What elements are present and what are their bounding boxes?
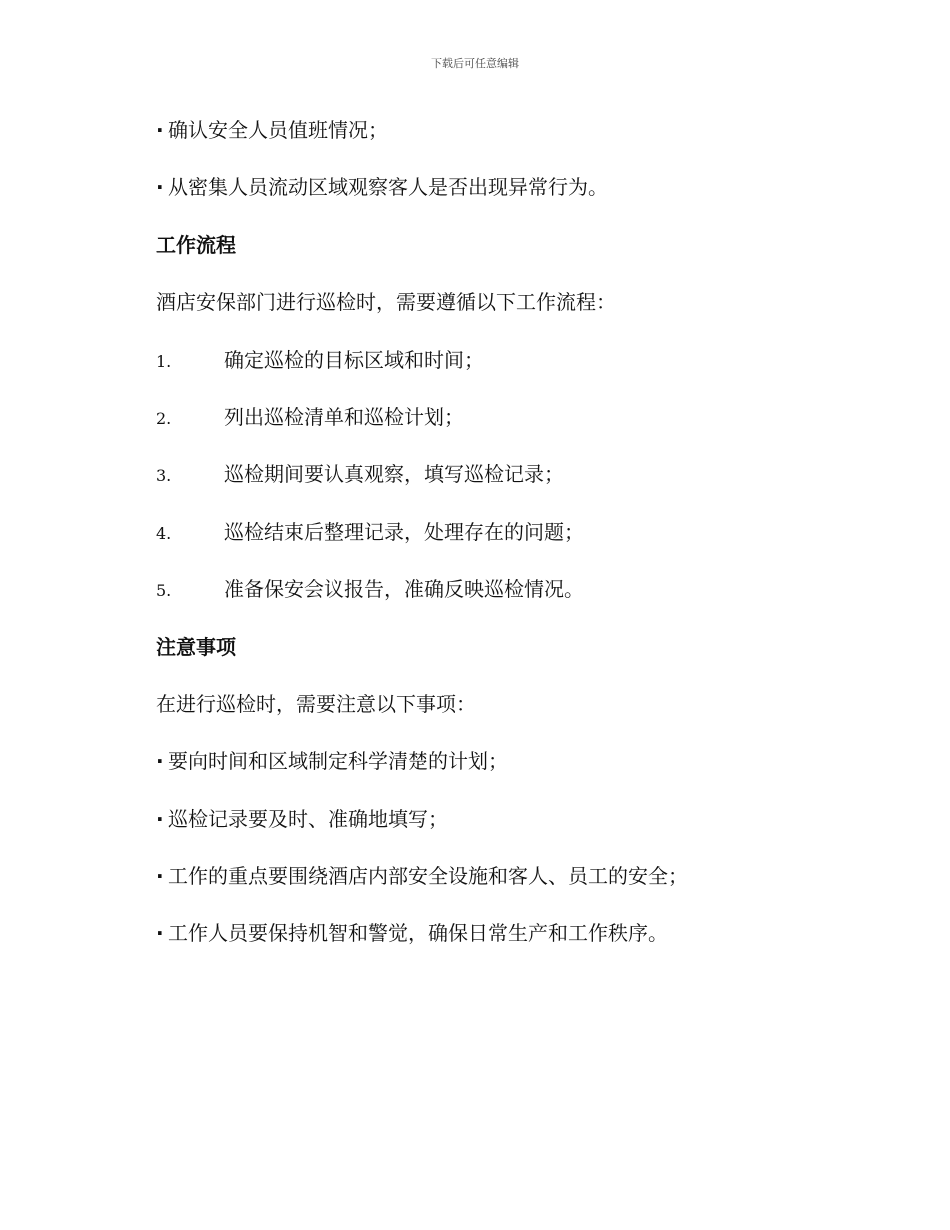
bullet-dot: · (156, 921, 164, 946)
bullet-text: 工作人员要保持机智和警觉，确保日常生产和工作秩序。 (168, 921, 668, 946)
item-text: 巡检结束后整理记录，处理存在的问题； (224, 519, 584, 544)
bullet-dot: · (156, 175, 164, 200)
numbered-item (156, 340, 856, 397)
item-number: 4. (156, 523, 172, 543)
workflow-intro: 酒店安保部门进行巡检时，需要遵循以下工作流程： (156, 290, 616, 315)
item-number: 5. (156, 581, 172, 601)
bullet-item (156, 856, 856, 913)
item-text: 准备保安会议报告，准确反映巡检情况。 (224, 577, 584, 602)
numbered-item (156, 569, 856, 626)
bullet-item (156, 110, 856, 167)
bullet-dot: · (156, 749, 164, 774)
item-number: 1. (156, 351, 172, 371)
numbered-item (156, 512, 856, 569)
document-body (156, 110, 856, 971)
item-text: 列出巡检清单和巡检计划； (224, 404, 464, 429)
item-number: 3. (156, 466, 172, 486)
section-heading-workflow: 工作流程 (156, 232, 236, 257)
item-text: 确定巡检的目标区域和时间； (224, 347, 484, 372)
bullet-text: 从密集人员流动区域观察客人是否出现异常行为。 (168, 175, 608, 200)
bullet-dot: · (156, 118, 164, 142)
item-text: 巡检期间要认真观察，填写巡检记录； (224, 462, 564, 487)
notes-intro: 在进行巡检时，需要注意以下事项： (156, 691, 476, 716)
bullet-item (156, 913, 856, 970)
page-header-note: 下载后可任意编辑 (431, 57, 519, 70)
item-number: 2. (156, 408, 172, 428)
bullet-item (156, 799, 856, 856)
bullet-text: 巡检记录要及时、准确地填写； (168, 806, 448, 831)
bullet-dot: · (156, 864, 164, 889)
bullet-text: 工作的重点要围绕酒店内部安全设施和客人、员工的安全； (168, 864, 688, 889)
bullet-item (156, 167, 856, 224)
bullet-text: 要向时间和区域制定科学清楚的计划； (168, 749, 508, 774)
section-heading-notes: 注意事项 (156, 634, 236, 659)
bullet-text: 确认安全人员值班情况； (168, 118, 388, 142)
numbered-item (156, 397, 856, 454)
bullet-item (156, 741, 856, 798)
bullet-dot: · (156, 806, 164, 831)
numbered-item (156, 454, 856, 511)
